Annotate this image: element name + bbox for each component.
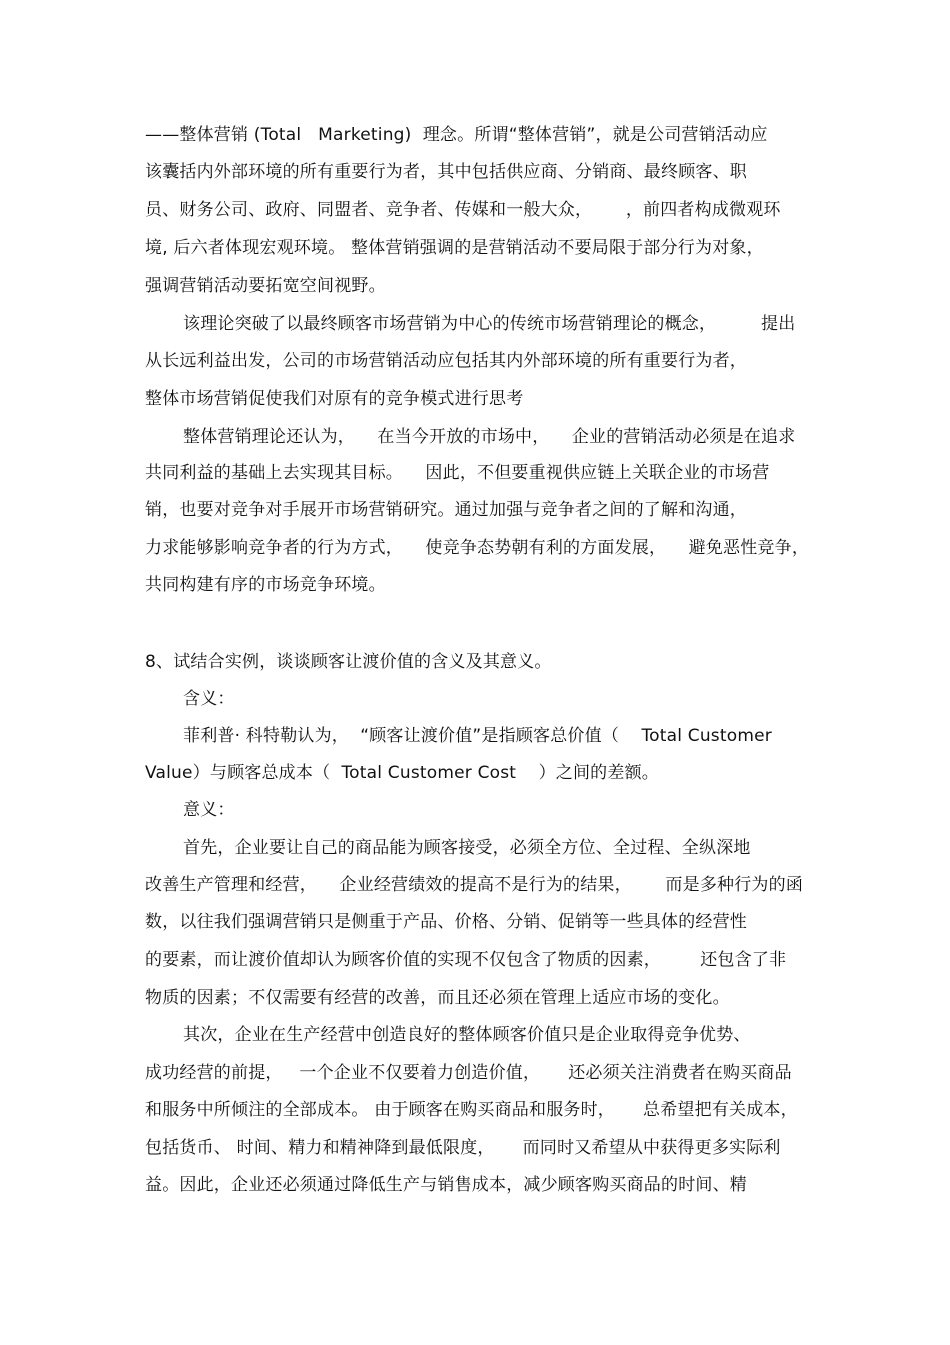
text-line: 益。因此，企业还必须通过降低生产与销售成本，减少顾客购买商品的时间、精	[145, 1175, 747, 1195]
text-line: 物质的因素；不仅需要有经营的改善，而且还必须在管理上适应市场的变化。	[145, 988, 730, 1008]
question-heading: 8、试结合实例，谈谈顾客让渡价值的含义及其意义。	[145, 652, 552, 672]
text-line: 数，以往我们强调营销只是侧重于产品、价格、分销、促销等一些具体的经营性	[145, 912, 747, 932]
text-line: 菲利普· 科特勒认为， “顾客让渡价值”是指顾客总价值（ Total Customer	[183, 726, 772, 746]
text-line: 首先，企业要让自己的商品能为顾客接受，必须全方位、全过程、全纵深地	[183, 838, 751, 858]
text-line: 强调营销活动要拓宽空间视野。	[145, 276, 386, 296]
text-line: 其次，企业在生产经营中创造良好的整体顾客价值只是企业取得竞争优势、	[183, 1025, 751, 1045]
text-line: 包括货币、 时间、精力和精神降到最低限度， 而同时又希望从中获得更多实际利	[145, 1138, 781, 1158]
text-line: 该理论突破了以最终顾客市场营销为中心的传统市场营销理论的概念， 提出	[183, 314, 796, 334]
section-label: 意义：	[183, 800, 235, 820]
text-line: 力求能够影响竞争者的行为方式， 使竞争态势朝有利的方面发展， 避免恶性竞争，	[145, 538, 810, 558]
text-line: 员、财务公司、政府、同盟者、竞争者、传媒和一般大众， ，前四者构成微观环	[145, 200, 781, 220]
text-line: 整体营销理论还认为， 在当今开放的市场中， 企业的营销活动必须是在追求	[183, 427, 796, 447]
text-line: 成功经营的前提， 一个企业不仅要着力创造价值， 还必须关注消费者在购买商品	[145, 1063, 792, 1083]
text-line: 整体市场营销促使我们对原有的竞争模式进行思考	[145, 389, 524, 409]
text-line: 该囊括内外部环境的所有重要行为者，其中包括供应商、分销商、最终顾客、职	[145, 162, 747, 182]
section-label: 含义：	[183, 689, 235, 709]
text-line: 的要素，而让渡价值却认为顾客价值的实现不仅包含了物质的因素， 还包含了非	[145, 950, 787, 970]
text-line: 从长远利益出发，公司的市场营销活动应包括其内外部环境的所有重要行为者，	[145, 351, 747, 371]
text-line: 共同构建有序的市场竞争环境。	[145, 575, 386, 595]
text-line: 改善生产管理和经营， 企业经营绩效的提高不是行为的结果， 而是多种行为的函	[145, 875, 804, 895]
text-line: ——整体营销 (Total Marketing) 理念。所谓“整体营销”，就是公司营销活动应	[145, 125, 768, 145]
text-line: 共同利益的基础上去实现其目标。 因此，不但要重视供应链上关联企业的市场营	[145, 463, 770, 483]
text-line: 和服务中所倾注的全部成本。 由于顾客在购买商品和服务时， 总希望把有关成本，	[145, 1100, 798, 1120]
text-line: Value）与顾客总成本（ Total Customer Cost ）之间的差额。	[145, 763, 659, 783]
text-line: 境, 后六者体现宏观环境。 整体营销强调的是营销活动不要局限于部分行为对象，	[145, 238, 764, 258]
text-line: 销，也要对竞争对手展开市场营销研究。通过加强与竞争者之间的了解和沟通，	[145, 500, 747, 520]
